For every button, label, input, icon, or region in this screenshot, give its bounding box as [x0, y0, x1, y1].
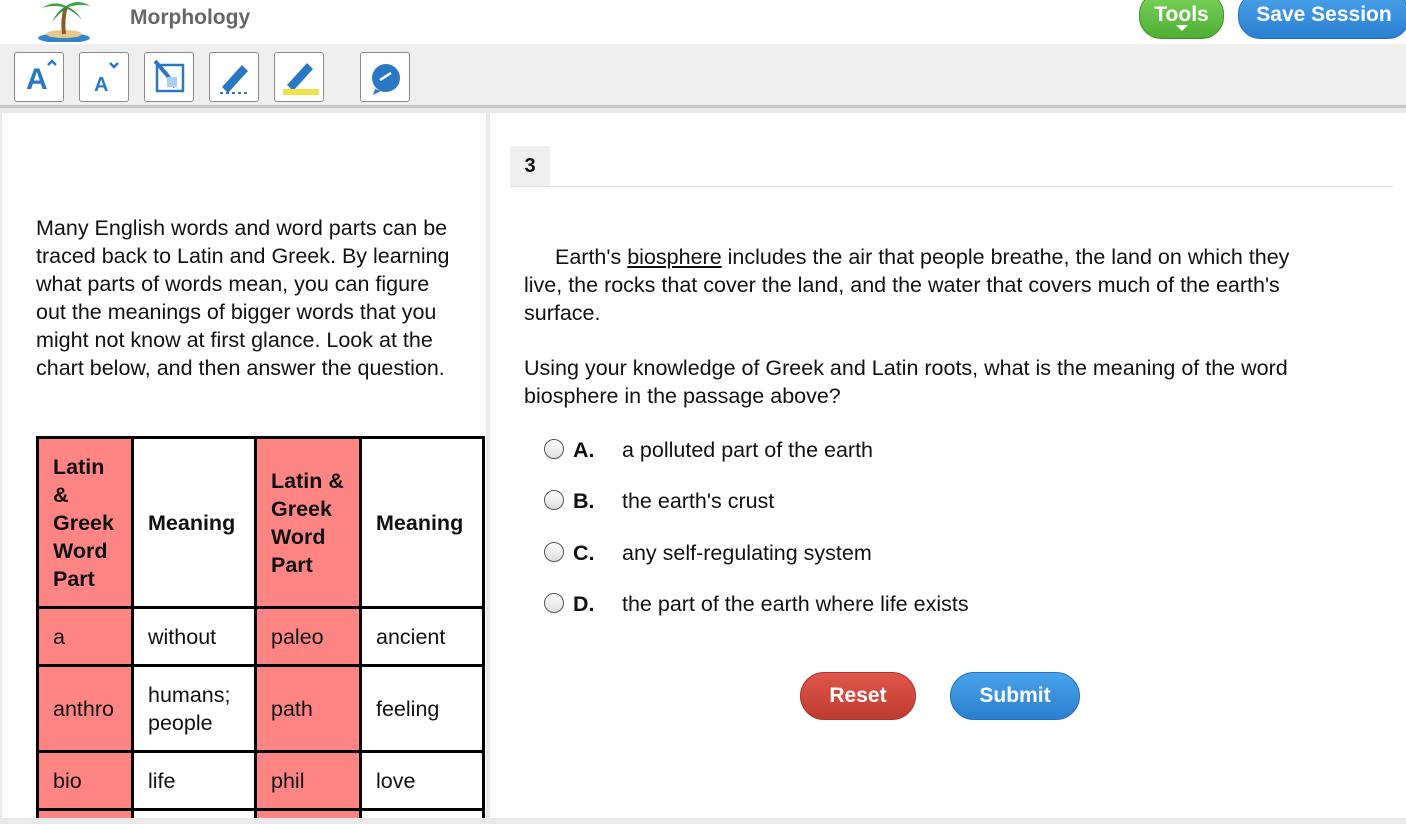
increase-font-button[interactable] [14, 52, 64, 102]
table-cell: anthro [38, 666, 133, 752]
radio-button[interactable] [544, 439, 564, 459]
question-number: 3 [510, 146, 550, 186]
submit-button[interactable]: Submit [950, 672, 1080, 720]
table-cell: bio [38, 752, 133, 810]
answer-masking-button[interactable] [144, 52, 194, 102]
table-cell: a [38, 608, 133, 666]
table-cell: phil [256, 752, 361, 810]
highlighter-button[interactable] [274, 52, 324, 102]
svg-text:A: A [94, 74, 109, 96]
highlighter-icon [275, 53, 325, 103]
choice-letter: A. [573, 438, 595, 462]
passage-text: Earth's [555, 245, 628, 269]
line-reader-button[interactable] [209, 52, 259, 102]
table-cell: ancient [361, 608, 484, 666]
reset-button[interactable]: Reset [800, 672, 916, 720]
question-passage [524, 243, 1324, 327]
palm-tree-island-icon [34, 0, 94, 42]
table-cell: feeling [361, 666, 484, 752]
table-cell: life [133, 752, 256, 810]
table-cell [38, 810, 133, 819]
save-session-button[interactable]: Save Session [1238, 0, 1406, 39]
svg-text:A: A [26, 63, 48, 96]
choice-letter: B. [573, 489, 595, 513]
table-row [38, 810, 484, 819]
intro-text: Many English words and word parts can be traced back to Latin and Greek. By learning what parts of words mean, you can figure out the meanings of bigger words that you might not know at first glance. Look at the chart below, and then answer the question. [36, 216, 450, 380]
table-cell: without [133, 608, 256, 666]
table-cell: love [361, 752, 484, 810]
question-stem: Using your knowledge of Greek and Latin roots, what is the meaning of the word biosphere in the passage above? [524, 356, 1288, 408]
passage-panel [2, 113, 486, 818]
table-cell: paleo [256, 608, 361, 666]
passage-term: biosphere [627, 245, 722, 269]
choice-letter: D. [573, 592, 595, 616]
decrease-font-button[interactable] [79, 52, 129, 102]
choice-text: any self-regulating system [622, 541, 872, 565]
table-header-cell: Latin & Greek Word Part [38, 438, 133, 608]
table-cell [361, 810, 484, 819]
line-reader-icon [210, 53, 260, 103]
passage-text: includes the air that people breathe, the land on which they live, the rocks that cover the land, and the water that covers much of the earth's surface. [524, 245, 1290, 325]
answer-masking-icon [145, 53, 195, 103]
table-cell [256, 810, 361, 819]
tools-label: Tools [1154, 3, 1209, 26]
choice-letter: C. [573, 541, 595, 565]
chevron-down-icon [1176, 25, 1188, 31]
decrease-font-icon [80, 53, 130, 103]
table-header-cell: Latin & Greek Word Part [256, 438, 361, 608]
radio-button[interactable] [544, 593, 564, 613]
table-cell: humans; people [133, 666, 256, 752]
table-row [38, 752, 484, 810]
table-cell [133, 810, 256, 819]
word-parts-table [36, 436, 485, 818]
app-title: Morphology [130, 6, 251, 29]
choice-text: the earth's crust [622, 489, 775, 513]
table-row [38, 608, 484, 666]
radio-button[interactable] [544, 490, 564, 510]
table-header-cell: Meaning [361, 438, 484, 608]
notes-button[interactable] [360, 52, 410, 102]
table-row [38, 666, 484, 752]
radio-button[interactable] [544, 542, 564, 562]
choice-text: the part of the earth where life exists [622, 592, 969, 616]
choice-text: a polluted part of the earth [622, 438, 874, 462]
toolbar [0, 44, 1406, 108]
table-header-cell: Meaning [133, 438, 256, 608]
divider [510, 186, 1393, 187]
app-header [0, 0, 1406, 44]
tools-button[interactable] [1139, 0, 1224, 39]
notes-bubble-icon [361, 53, 411, 103]
table-cell: path [256, 666, 361, 752]
increase-font-icon [15, 53, 65, 103]
table-header-row [38, 438, 484, 608]
question-panel [490, 113, 1406, 818]
